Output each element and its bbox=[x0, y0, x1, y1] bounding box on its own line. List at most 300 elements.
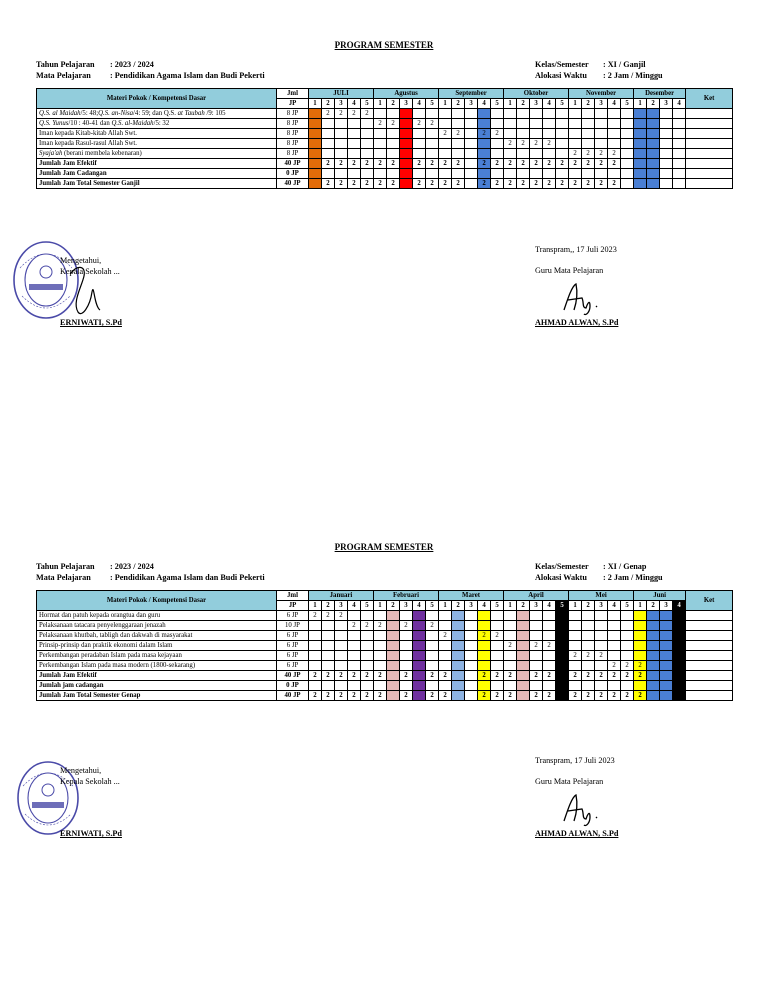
week-cell bbox=[673, 159, 686, 169]
week-cell: 2 bbox=[452, 179, 465, 189]
week-header: 2 bbox=[387, 99, 400, 109]
week-cell bbox=[582, 681, 595, 691]
week-cell: 2 bbox=[387, 119, 400, 129]
table-row bbox=[37, 661, 733, 671]
week-cell: 2 bbox=[491, 179, 504, 189]
ket-cell bbox=[686, 691, 733, 701]
week-cell bbox=[309, 661, 322, 671]
week-cell: 2 bbox=[595, 149, 608, 159]
week-cell: 2 bbox=[491, 159, 504, 169]
summary-row bbox=[37, 169, 733, 179]
page-title: PROGRAM SEMESTER bbox=[334, 40, 434, 50]
week-cell: 2 bbox=[569, 149, 582, 159]
summary-label: Jumlah Jam Cadangan bbox=[37, 169, 277, 179]
week-cell: 2 bbox=[530, 641, 543, 651]
week-cell bbox=[439, 621, 452, 631]
week-cell: 2 bbox=[530, 139, 543, 149]
week-cell bbox=[413, 691, 426, 701]
week-cell bbox=[634, 119, 647, 129]
summary-row bbox=[37, 671, 733, 681]
col-header-materi: Materi Pokok / Kompetensi Dasar bbox=[37, 591, 277, 611]
week-cell: 2 bbox=[582, 159, 595, 169]
week-cell bbox=[634, 149, 647, 159]
week-cell: 2 bbox=[322, 691, 335, 701]
week-cell: 2 bbox=[426, 159, 439, 169]
week-cell: 2 bbox=[348, 671, 361, 681]
week-cell bbox=[478, 621, 491, 631]
week-cell bbox=[309, 631, 322, 641]
week-cell bbox=[569, 169, 582, 179]
week-cell: 2 bbox=[387, 179, 400, 189]
week-cell: 2 bbox=[543, 671, 556, 681]
jp-cell: 0 JP bbox=[277, 169, 309, 179]
week-cell bbox=[465, 139, 478, 149]
tahun-value: : 2023 / 2024 bbox=[110, 60, 154, 69]
week-header: 3 bbox=[660, 601, 673, 611]
week-cell bbox=[647, 109, 660, 119]
week-cell bbox=[413, 139, 426, 149]
week-cell bbox=[335, 119, 348, 129]
materi-text: Q.S. Yunus bbox=[39, 119, 69, 127]
week-cell bbox=[530, 119, 543, 129]
week-cell: 2 bbox=[530, 159, 543, 169]
week-cell bbox=[634, 611, 647, 621]
ket-cell bbox=[686, 179, 733, 189]
month-header: September bbox=[439, 89, 504, 99]
week-header: 3 bbox=[335, 601, 348, 611]
summary-row bbox=[37, 691, 733, 701]
jp-cell: 6 JP bbox=[277, 611, 309, 621]
materi-cell bbox=[37, 109, 277, 119]
week-cell: 2 bbox=[348, 621, 361, 631]
week-cell: 2 bbox=[361, 109, 374, 119]
summary-label: Jumlah jam cadangan bbox=[37, 681, 277, 691]
col-header-jp: JP bbox=[277, 99, 309, 109]
week-header: 4 bbox=[608, 99, 621, 109]
week-cell bbox=[556, 671, 569, 681]
week-cell bbox=[556, 651, 569, 661]
week-cell bbox=[309, 641, 322, 651]
week-cell bbox=[647, 149, 660, 159]
materi-cell: Pelaksanaan khutbah, tabligh dan dakwah di masyarakat bbox=[37, 631, 277, 641]
table-row bbox=[37, 109, 733, 119]
month-header: November bbox=[569, 89, 634, 99]
week-cell: 2 bbox=[439, 129, 452, 139]
week-cell bbox=[309, 169, 322, 179]
week-cell bbox=[387, 611, 400, 621]
week-header: 4 bbox=[673, 601, 686, 611]
week-cell bbox=[673, 621, 686, 631]
week-cell bbox=[608, 611, 621, 621]
week-cell bbox=[673, 631, 686, 641]
week-cell: 2 bbox=[361, 691, 374, 701]
month-header: JULI bbox=[309, 89, 374, 99]
week-cell bbox=[465, 179, 478, 189]
ket-cell bbox=[686, 169, 733, 179]
week-cell bbox=[335, 149, 348, 159]
week-cell bbox=[478, 109, 491, 119]
week-cell: 2 bbox=[413, 159, 426, 169]
week-header: 2 bbox=[452, 99, 465, 109]
month-header: Agustus bbox=[374, 89, 439, 99]
week-cell bbox=[348, 139, 361, 149]
week-cell bbox=[348, 651, 361, 661]
week-header: 2 bbox=[452, 601, 465, 611]
week-cell: 2 bbox=[309, 671, 322, 681]
ket-cell bbox=[686, 159, 733, 169]
week-header: 4 bbox=[348, 601, 361, 611]
week-cell bbox=[426, 681, 439, 691]
week-cell bbox=[595, 129, 608, 139]
week-cell bbox=[582, 661, 595, 671]
week-cell bbox=[569, 621, 582, 631]
week-cell bbox=[595, 641, 608, 651]
week-cell bbox=[309, 621, 322, 631]
week-cell: 2 bbox=[634, 691, 647, 701]
week-header: 3 bbox=[530, 99, 543, 109]
guru-label: Guru Mata Pelajaran bbox=[535, 777, 604, 786]
week-cell bbox=[387, 691, 400, 701]
week-cell bbox=[439, 611, 452, 621]
week-cell bbox=[413, 611, 426, 621]
ket-cell bbox=[686, 681, 733, 691]
week-cell bbox=[543, 109, 556, 119]
week-cell bbox=[426, 169, 439, 179]
week-cell bbox=[582, 641, 595, 651]
week-cell bbox=[439, 119, 452, 129]
week-cell bbox=[335, 169, 348, 179]
materi-text: /5: 48; bbox=[80, 109, 99, 117]
week-cell bbox=[400, 109, 413, 119]
week-cell bbox=[387, 681, 400, 691]
jp-cell: 40 JP bbox=[277, 179, 309, 189]
week-cell bbox=[452, 611, 465, 621]
week-cell: 2 bbox=[504, 691, 517, 701]
week-cell: 2 bbox=[426, 179, 439, 189]
guru-name: AHMAD ALWAN, S.Pd bbox=[535, 829, 619, 838]
week-cell bbox=[595, 139, 608, 149]
week-cell bbox=[504, 109, 517, 119]
week-cell: 2 bbox=[504, 671, 517, 681]
week-cell: 2 bbox=[595, 671, 608, 681]
week-cell: 2 bbox=[582, 651, 595, 661]
week-cell bbox=[647, 631, 660, 641]
week-cell: 2 bbox=[621, 671, 634, 681]
week-cell bbox=[478, 651, 491, 661]
week-cell bbox=[673, 169, 686, 179]
week-cell bbox=[582, 631, 595, 641]
week-cell bbox=[530, 631, 543, 641]
week-cell bbox=[543, 631, 556, 641]
week-cell bbox=[452, 691, 465, 701]
week-cell bbox=[660, 661, 673, 671]
week-cell bbox=[439, 169, 452, 179]
week-cell bbox=[504, 661, 517, 671]
tahun-label: Tahun Pelajaran bbox=[36, 60, 95, 69]
week-cell bbox=[634, 621, 647, 631]
week-cell bbox=[387, 641, 400, 651]
week-cell: 2 bbox=[582, 671, 595, 681]
week-cell bbox=[543, 651, 556, 661]
week-cell bbox=[452, 139, 465, 149]
week-header: 1 bbox=[309, 601, 322, 611]
week-cell bbox=[660, 109, 673, 119]
week-cell bbox=[660, 611, 673, 621]
week-cell bbox=[491, 681, 504, 691]
week-cell: 2 bbox=[413, 179, 426, 189]
week-cell bbox=[608, 129, 621, 139]
mengetahui-label: Mengetahui, bbox=[60, 766, 102, 775]
week-cell bbox=[413, 621, 426, 631]
week-cell bbox=[452, 681, 465, 691]
week-header: 4 bbox=[673, 99, 686, 109]
week-cell bbox=[660, 631, 673, 641]
semester-genap-section bbox=[36, 542, 732, 701]
week-cell bbox=[660, 179, 673, 189]
materi-cell bbox=[37, 149, 277, 159]
week-cell: 2 bbox=[543, 691, 556, 701]
week-cell bbox=[517, 149, 530, 159]
jp-cell: 6 JP bbox=[277, 641, 309, 651]
week-cell bbox=[660, 641, 673, 651]
week-header: 5 bbox=[426, 99, 439, 109]
week-header: 4 bbox=[413, 601, 426, 611]
week-cell bbox=[361, 139, 374, 149]
week-cell bbox=[335, 139, 348, 149]
week-cell bbox=[452, 661, 465, 671]
guru-label: Guru Mata Pelajaran bbox=[535, 266, 604, 275]
week-cell bbox=[647, 129, 660, 139]
week-cell bbox=[387, 109, 400, 119]
week-cell bbox=[647, 691, 660, 701]
week-cell bbox=[634, 651, 647, 661]
week-cell bbox=[647, 621, 660, 631]
week-cell: 2 bbox=[621, 691, 634, 701]
ket-cell bbox=[686, 621, 733, 631]
week-cell bbox=[569, 129, 582, 139]
week-cell bbox=[452, 631, 465, 641]
ket-cell bbox=[686, 119, 733, 129]
week-cell bbox=[582, 129, 595, 139]
table-row bbox=[37, 611, 733, 621]
week-cell: 2 bbox=[348, 691, 361, 701]
summary-label: Jumlah Jam Total Semester Genap bbox=[37, 691, 277, 701]
materi-cell: Perkembangan peradaban Islam pada masa kejayaan bbox=[37, 651, 277, 661]
jp-cell: 6 JP bbox=[277, 631, 309, 641]
week-cell bbox=[387, 631, 400, 641]
week-cell: 2 bbox=[348, 159, 361, 169]
week-cell bbox=[465, 149, 478, 159]
week-cell bbox=[335, 641, 348, 651]
week-cell: 2 bbox=[543, 139, 556, 149]
kepala-sekolah-label: Kepala Sekolah ... bbox=[60, 267, 120, 276]
week-cell bbox=[387, 661, 400, 671]
week-cell bbox=[452, 621, 465, 631]
week-cell: 2 bbox=[556, 179, 569, 189]
week-cell bbox=[478, 149, 491, 159]
week-cell bbox=[517, 611, 530, 621]
week-cell: 2 bbox=[491, 129, 504, 139]
week-cell: 2 bbox=[491, 691, 504, 701]
week-cell bbox=[673, 129, 686, 139]
week-cell: 2 bbox=[608, 179, 621, 189]
week-cell bbox=[491, 651, 504, 661]
week-cell: 2 bbox=[452, 129, 465, 139]
ket-cell bbox=[686, 631, 733, 641]
week-cell: 2 bbox=[439, 159, 452, 169]
col-header-ket: Ket bbox=[686, 591, 733, 611]
week-cell bbox=[413, 671, 426, 681]
week-cell bbox=[660, 129, 673, 139]
week-header: 2 bbox=[647, 601, 660, 611]
week-cell bbox=[465, 671, 478, 681]
week-cell bbox=[348, 169, 361, 179]
materi-text: Iman kepada Rasul-rasul Allah Swt. bbox=[39, 139, 137, 147]
week-header: 3 bbox=[400, 601, 413, 611]
jp-cell: 40 JP bbox=[277, 159, 309, 169]
week-header: 5 bbox=[556, 99, 569, 109]
week-cell: 2 bbox=[478, 671, 491, 681]
week-cell bbox=[426, 109, 439, 119]
week-cell: 2 bbox=[322, 179, 335, 189]
week-cell: 2 bbox=[504, 641, 517, 651]
week-cell bbox=[608, 169, 621, 179]
week-cell bbox=[556, 691, 569, 701]
materi-cell bbox=[37, 129, 277, 139]
week-cell: 2 bbox=[517, 139, 530, 149]
week-cell: 2 bbox=[322, 159, 335, 169]
place-date: Transpram,, 17 Juli 2023 bbox=[535, 245, 617, 254]
week-cell bbox=[413, 651, 426, 661]
alokasi-value: : 2 Jam / Minggu bbox=[603, 71, 663, 80]
week-cell bbox=[335, 681, 348, 691]
week-cell bbox=[387, 139, 400, 149]
materi-text: /10 : 40-41 dan bbox=[68, 119, 112, 127]
jp-cell: 8 JP bbox=[277, 149, 309, 159]
week-cell bbox=[491, 661, 504, 671]
week-cell bbox=[504, 631, 517, 641]
week-cell: 2 bbox=[569, 651, 582, 661]
week-cell bbox=[400, 139, 413, 149]
week-cell bbox=[374, 169, 387, 179]
jp-cell: 8 JP bbox=[277, 119, 309, 129]
week-cell: 2 bbox=[608, 661, 621, 671]
week-cell bbox=[608, 651, 621, 661]
week-header: 1 bbox=[309, 99, 322, 109]
kelas-label: Kelas/Semester bbox=[535, 60, 589, 69]
week-header: 3 bbox=[660, 99, 673, 109]
week-cell bbox=[465, 109, 478, 119]
week-cell bbox=[543, 681, 556, 691]
month-header: Mei bbox=[569, 591, 634, 601]
week-cell bbox=[660, 651, 673, 661]
week-cell bbox=[309, 129, 322, 139]
week-header: 1 bbox=[569, 99, 582, 109]
week-cell bbox=[647, 119, 660, 129]
page-title: PROGRAM SEMESTER bbox=[334, 542, 434, 552]
week-cell: 2 bbox=[504, 139, 517, 149]
week-cell bbox=[387, 149, 400, 159]
week-cell bbox=[595, 681, 608, 691]
week-cell bbox=[543, 621, 556, 631]
week-cell bbox=[582, 611, 595, 621]
jp-cell: 8 JP bbox=[277, 139, 309, 149]
week-cell: 2 bbox=[374, 179, 387, 189]
week-header: 1 bbox=[439, 601, 452, 611]
table-row bbox=[37, 651, 733, 661]
week-cell bbox=[413, 681, 426, 691]
kelas-label: Kelas/Semester bbox=[535, 562, 589, 571]
week-cell bbox=[634, 179, 647, 189]
week-cell: 2 bbox=[595, 159, 608, 169]
week-cell: 2 bbox=[400, 691, 413, 701]
week-header: 3 bbox=[530, 601, 543, 611]
materi-cell: Prinsip-prinsip dan praktik ekonomi dalam Islam bbox=[37, 641, 277, 651]
week-header: 2 bbox=[517, 601, 530, 611]
week-cell bbox=[491, 149, 504, 159]
week-cell bbox=[465, 631, 478, 641]
week-cell bbox=[543, 611, 556, 621]
week-cell bbox=[621, 139, 634, 149]
week-cell bbox=[608, 139, 621, 149]
alokasi-label: Alokasi Waktu bbox=[535, 71, 587, 80]
week-cell bbox=[647, 169, 660, 179]
week-cell bbox=[413, 169, 426, 179]
week-cell bbox=[621, 641, 634, 651]
col-header-jml: Jml bbox=[277, 591, 309, 601]
week-cell bbox=[595, 621, 608, 631]
week-cell: 2 bbox=[478, 691, 491, 701]
week-cell: 2 bbox=[361, 179, 374, 189]
week-cell bbox=[361, 631, 374, 641]
week-cell: 2 bbox=[530, 671, 543, 681]
week-cell bbox=[322, 139, 335, 149]
week-cell bbox=[348, 661, 361, 671]
week-cell: 2 bbox=[335, 109, 348, 119]
week-cell bbox=[608, 631, 621, 641]
week-cell bbox=[426, 149, 439, 159]
week-cell bbox=[621, 169, 634, 179]
week-cell bbox=[439, 681, 452, 691]
week-header: 3 bbox=[595, 99, 608, 109]
week-cell bbox=[504, 119, 517, 129]
week-cell: 2 bbox=[582, 149, 595, 159]
materi-cell bbox=[37, 139, 277, 149]
week-cell bbox=[348, 631, 361, 641]
week-cell bbox=[335, 631, 348, 641]
week-cell bbox=[478, 641, 491, 651]
week-cell bbox=[348, 611, 361, 621]
week-cell bbox=[387, 671, 400, 681]
week-cell bbox=[452, 641, 465, 651]
week-cell: 2 bbox=[621, 661, 634, 671]
week-header: 1 bbox=[374, 99, 387, 109]
week-cell bbox=[569, 641, 582, 651]
week-cell bbox=[478, 169, 491, 179]
jp-cell: 6 JP bbox=[277, 661, 309, 671]
month-header: Juni bbox=[634, 591, 686, 601]
week-cell: 2 bbox=[439, 691, 452, 701]
materi-cell: Perkembangan Islam pada masa modern (1800-sekarang) bbox=[37, 661, 277, 671]
week-cell bbox=[543, 661, 556, 671]
week-cell bbox=[400, 119, 413, 129]
week-cell bbox=[491, 169, 504, 179]
week-cell bbox=[504, 681, 517, 691]
materi-text: Iman kepada Kitab-kitab Allah Swt. bbox=[39, 129, 137, 137]
week-cell: 2 bbox=[543, 179, 556, 189]
week-cell bbox=[478, 611, 491, 621]
semester-ganjil-section bbox=[36, 40, 732, 189]
